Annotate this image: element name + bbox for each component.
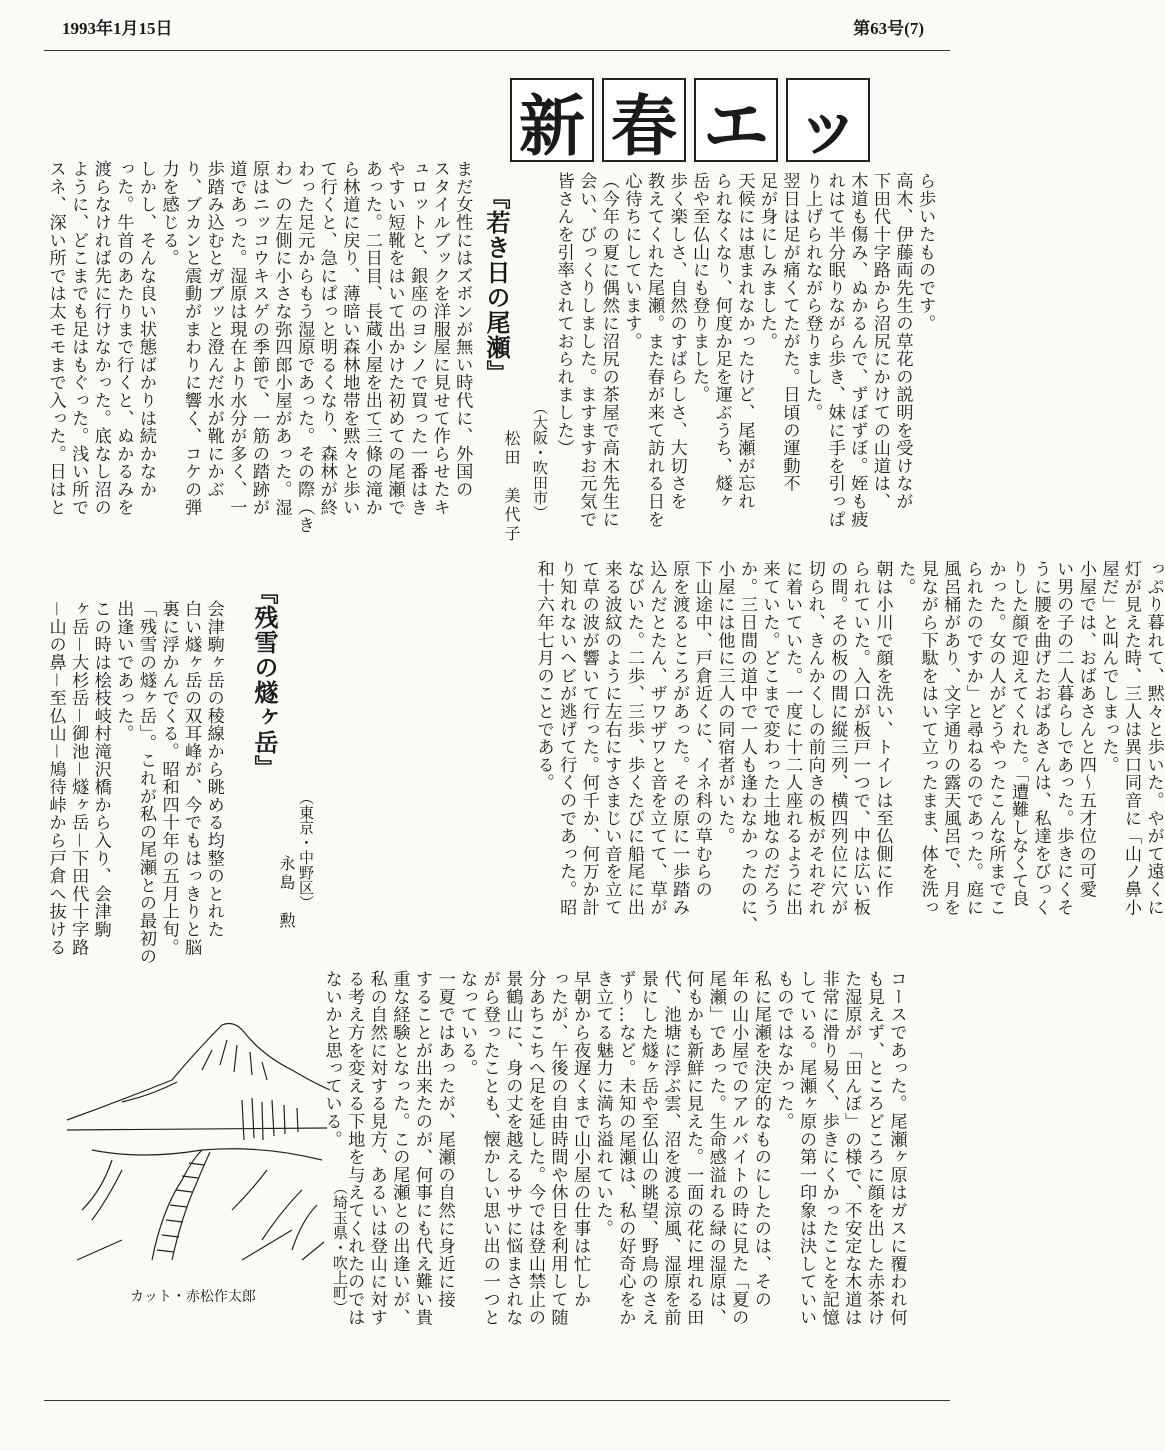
text-line: ュロットと、銀座のヨシノで買った一番はき	[407, 160, 428, 516]
issue-date: 1993年1月15日	[62, 19, 173, 38]
article2-location: （東京・中野区）	[297, 790, 315, 910]
text-line: られなくなり、何度か足を運ぶうち、燧ヶ	[711, 172, 732, 511]
text-line: スネ、深い所では太モモまで入った。日はと	[45, 160, 66, 516]
text-line: 岳や至仏山にも登りました。	[689, 172, 710, 404]
article1-author: 松田 美代子	[502, 430, 521, 544]
article2-left-column	[44, 600, 225, 966]
text-line: 木道も傷み、ぬかるんで、ずぼずぼ。姪も疲	[847, 172, 868, 528]
text-line: 来ていた。どこまで変わった土地なのだろう	[759, 560, 780, 916]
text-line: 道であった。湿原は現在より水分が多く、一	[226, 160, 247, 516]
text-line: （今年の夏に偶然に沼尻の茶屋で高木先生に	[598, 172, 619, 528]
text-line: りした顔で迎えてくれた。「遭難しなくて良	[1008, 560, 1029, 908]
text-line: られていた。入口が板戸一つで、中は広い板	[849, 560, 870, 916]
text-line: 歩踏み込むとガブッと澄んだ水が靴にかぶ	[203, 160, 224, 499]
text-line: ったが、午後の自由時間や休日を利用して随	[547, 970, 568, 1326]
text-line: かった。女の人がどうやったこんな所までこ	[985, 560, 1006, 916]
text-line: あった。二日目、長蔵小屋を出て三條の滝か	[361, 160, 382, 516]
text-line: しかし、そんな良い状態ばかりは続かなか	[135, 160, 156, 499]
issue-number: 第63号(7)	[853, 19, 924, 38]
text-line: 景にした燧ヶ岳や至仏山の眺望、野鳥のさえ	[637, 970, 658, 1326]
article1-top-column	[552, 172, 936, 532]
text-line: 和十六年七月のことである。	[533, 560, 554, 792]
text-line: ら歩いたものです。	[915, 172, 936, 333]
text-line: ヶ岳－大杉岳－御池－燧ヶ岳－下田代十字路	[68, 600, 89, 956]
text-line: 「残雪の燧ヶ岳」。これが私の尾瀬との最初の	[135, 600, 156, 966]
text-line: 重な経験となった。この尾瀬との出逢いが、	[389, 970, 410, 1326]
text-line: 見ながら下駄をはいて立ったまま、体を洗っ	[917, 560, 938, 916]
text-line: 込んだとたん、ザワザワと音を立てて、草が	[646, 560, 667, 916]
text-line: 小屋では、おばあさんと四～五才位の可愛	[1075, 560, 1096, 899]
text-line: き立てる魅力に満ち溢れていた。	[592, 970, 613, 1237]
article1-heading: 『若き日の尾瀬』	[482, 185, 511, 385]
text-line: 下田代十字路から沼尻にかけての山道は、	[869, 172, 890, 511]
text-line: うに腰を曲げたおばあさんは、私達をびっく	[1030, 560, 1051, 916]
text-line: ないかと思っている。	[321, 970, 342, 1148]
text-line: 早朝から夜遅くまで山小屋の仕事は忙しか	[570, 970, 591, 1309]
text-line: 心待ちにしています。	[621, 172, 642, 350]
text-line: り知れないヘビが逃げて行くのであった。昭	[556, 560, 577, 916]
text-line: ものではなかった。	[773, 970, 794, 1131]
mountain-sketch-illustration	[62, 1010, 332, 1270]
text-line: れはて半分眠りながら歩き、妹に手を引っぱ	[824, 172, 845, 528]
text-line: 渡らなければ先に行けなかった。底なし沼の	[90, 160, 111, 516]
text-line: ずり…など。未知の尾瀬は、私の好奇心をか	[615, 970, 636, 1326]
text-line: 原を渡るところがあった。その原に一歩踏み	[669, 560, 690, 916]
text-line: がら登ったことも、懐かしい思い出の一つと	[479, 970, 500, 1326]
text-line: なびいた。二歩、三歩、歩くたびに船尾に出	[623, 560, 644, 916]
article2-author: 永島 勲	[277, 855, 296, 931]
text-line: 屋だ」と叫んでしまった。	[1098, 560, 1119, 774]
text-line: 一夏ではあったが、尾瀬の自然に身近に接	[434, 970, 455, 1309]
text-line: コースであった。尾瀬ヶ原はガスに覆われ何	[886, 970, 907, 1326]
text-line: 私の自然に対する見方、あるいは登山に対す	[366, 970, 387, 1326]
text-line: も見えず、ところどころに顔を出した赤茶け	[863, 970, 884, 1326]
text-line: やすい短靴をはいて出かけた初めての尾瀬で	[384, 160, 405, 516]
text-line: 出逢いであった。	[113, 600, 134, 743]
text-line: た湿原が「田んぼ」の様で、不安定な木道は	[841, 970, 862, 1326]
article2-heading: 『残雪の燧ヶ岳』	[250, 580, 279, 780]
text-line: 足が身にしみました。	[756, 172, 777, 350]
text-line: に着いていた。一度に十二人座れるように出	[782, 560, 803, 916]
text-line: 下山途中、戸倉近くに、イネ科の草むらの	[691, 560, 712, 899]
text-line: た。	[895, 560, 916, 596]
text-line: て草の波が響いて行った。何千か、何万か計	[578, 560, 599, 916]
text-line: することが出来たのが、何事にも代え難い貴	[411, 970, 432, 1326]
text-line: わ）の左側に小さな弥四郎小屋があった。湿	[271, 160, 292, 516]
title-char: エ	[694, 78, 778, 162]
text-line: り、ブカンと震動がまわりに響く、コケの弾	[181, 160, 202, 516]
text-line: まだ女性にはズボンが無い時代に、外国の	[452, 160, 473, 499]
title-char: 新	[510, 78, 594, 162]
text-line: 景鶴山に、身の丈を越えるササに悩まされな	[502, 970, 523, 1326]
text-line: 教えてくれた尾瀬。また春が来て訪れる日を	[643, 172, 664, 528]
bottom-rule	[44, 1400, 950, 1401]
text-line: 私に尾瀬を決定的なものにしたのは、その	[750, 970, 771, 1309]
text-line: している。尾瀬ヶ原の第一印象は決していい	[796, 970, 817, 1326]
text-line: 会津駒ヶ岳の稜線から眺める均整のとれた	[203, 600, 224, 939]
article1-body-column	[44, 160, 473, 580]
title-char: ッ	[786, 78, 870, 162]
top-rule	[44, 50, 950, 51]
text-line: 小屋には他に三人の同宿者がいた。	[714, 560, 735, 845]
text-line: 皆さんを引率されておられました）	[553, 172, 574, 457]
text-line: い男の子の二人暮らしであった。歩きにくそ	[1053, 560, 1074, 916]
text-line: り上げられながら登りました。	[802, 172, 823, 422]
title-char: 春	[602, 78, 686, 162]
article3-location: （埼玉県・吹上町）	[331, 1180, 349, 1315]
text-line: わった足元からもう湿原であった。その際（き	[294, 160, 315, 534]
text-line: 会い、びっくりしました。ますますお元気で	[576, 172, 597, 528]
article1-location: （大阪・吹田市）	[531, 400, 549, 520]
text-line: スタイルブックを洋服屋に見せて作らせたキ	[429, 160, 450, 516]
text-line: 代、池塘に浮ぶ雲、沼を渡る涼風、湿原を前	[660, 970, 681, 1326]
text-line: 朝は小川で顔を洗い、トイレは至仏側に作	[872, 560, 893, 899]
text-line: 裏に浮かんでくる。昭和四十年の五月上旬。	[158, 600, 179, 956]
text-line: 切られ、きんかくしの前向きの板がそれぞれ	[804, 560, 825, 916]
text-line: っぷり暮れて、黙々と歩いた。やがて遠くに	[1143, 560, 1164, 916]
text-line: この時は桧枝岐村滝沢橋から入り、会津駒	[90, 600, 111, 939]
text-line: 原はニッコウキスゲの季節で、一筋の踏跡が	[248, 160, 269, 516]
text-line: 非常に滑り易く、歩きにくかったことを記憶	[818, 970, 839, 1326]
illustration-caption: カット・赤松作太郎	[130, 1289, 256, 1305]
text-line: 風呂桶があり、文字通りの露天風呂で、月を	[940, 560, 961, 916]
text-line: 年の山小屋でのアルバイトの時に見た「夏の	[728, 970, 749, 1326]
text-line: －山の鼻－至仏山－鳩待峠から戸倉へ抜ける	[45, 600, 66, 956]
text-line: 白い燧ヶ岳の双耳峰が、今でもはっきりと脳	[181, 600, 202, 956]
text-line: ように、どこまでも足はもぐった。浅い所で	[68, 160, 89, 516]
article3-column	[320, 970, 907, 1340]
text-line: の間。その板の間に縦三列、横四列位に穴が	[827, 560, 848, 916]
text-line: 分あちこちへ足を延した。今では登山禁止の	[524, 970, 545, 1326]
text-line: る考え方を変える下地を与えてくれたのでは	[344, 970, 365, 1326]
text-line: 尾瀬」であった。生命感溢れる緑の湿原は、	[705, 970, 726, 1326]
text-line: て行くと、急にぱっと明るくなり、森林が終	[316, 160, 337, 516]
text-line: 何もかも新鮮に見えた。一面の花に埋れる田	[683, 970, 704, 1326]
text-line: 翌日は足が痛くてたがた。日頃の運動不	[779, 172, 800, 493]
text-line: 力を感じる。	[158, 160, 179, 267]
text-line: られたのですか」と尋ねるのであった。庭に	[962, 560, 983, 916]
page-title	[510, 78, 870, 165]
text-line: 来る波紋のように左右にすさまじい音を立て	[601, 560, 622, 916]
text-line: ら林道に戻り、薄暗い森林地帯を黙々と歩い	[339, 160, 360, 516]
text-line: った。牛首のあたりまで行くと、ぬかるみを	[113, 160, 134, 516]
article2-right-column	[532, 560, 1165, 950]
text-line: 高木、伊藤両先生の草花の説明を受けなが	[892, 172, 913, 511]
text-line: 歩く楽しさ、自然のすばらしさ、大切さを	[666, 172, 687, 511]
text-line: か。三日間の道中で一人も逢わなかったのに、	[736, 560, 757, 934]
text-line: なっている。	[457, 970, 478, 1077]
text-line: 灯が見えた時、三人は異口同音に「山ノ鼻小	[1121, 560, 1142, 916]
text-line: 天候には恵まれなかったけど、尾瀬が忘れ	[734, 172, 755, 511]
